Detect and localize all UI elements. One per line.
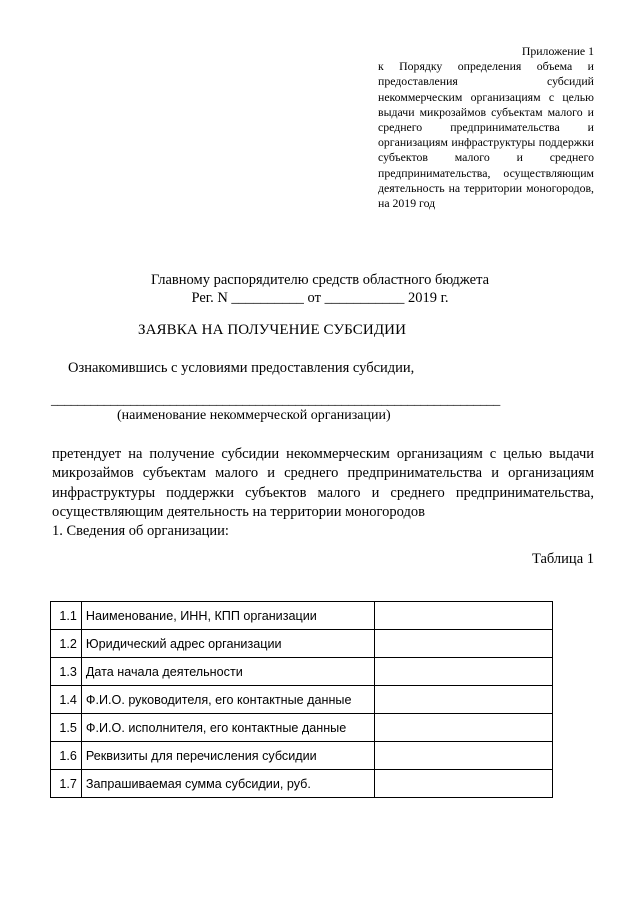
row-label: Дата начала деятельности [81, 658, 374, 686]
row-label: Наименование, ИНН, КПП организации [81, 602, 374, 630]
row-number: 1.3 [51, 658, 82, 686]
table-row [51, 714, 553, 742]
row-value-cell[interactable] [375, 602, 553, 630]
annex-block [378, 44, 594, 211]
row-value-cell[interactable] [375, 770, 553, 798]
row-number: 1.5 [51, 714, 82, 742]
intro-text: Ознакомившись с условиями предоставления субсидии, [68, 360, 415, 376]
row-label: Реквизиты для перечисления субсидии [81, 742, 374, 770]
row-value-cell[interactable] [375, 714, 553, 742]
row-number: 1.2 [51, 630, 82, 658]
row-value-cell[interactable] [375, 686, 553, 714]
table-row [51, 658, 553, 686]
row-label: Запрашиваемая сумма субсидии, руб. [81, 770, 374, 798]
row-number: 1.7 [51, 770, 82, 798]
row-label: Юридический адрес организации [81, 630, 374, 658]
row-number: 1.1 [51, 602, 82, 630]
row-value-cell[interactable] [375, 742, 553, 770]
row-value-cell[interactable] [375, 658, 553, 686]
organization-name-caption: (наименование некоммерческой организации) [117, 408, 391, 423]
table-row [51, 630, 553, 658]
recipient-line: Главному распорядителю средств областного бюджета [150, 272, 490, 288]
row-label: Ф.И.О. руководителя, его контактные данные [81, 686, 374, 714]
row-value-cell[interactable] [375, 630, 553, 658]
form-title: ЗАЯВКА НА ПОЛУЧЕНИЕ СУБСИДИИ [138, 322, 407, 338]
row-number: 1.6 [51, 742, 82, 770]
row-number: 1.4 [51, 686, 82, 714]
registration-line: Рег. N __________ от ___________ 2019 г. [191, 290, 449, 306]
annex-title: Приложение 1 [521, 44, 594, 58]
section-heading: 1. Сведения об организации: [52, 523, 229, 539]
table-row [51, 742, 553, 770]
annex-body: к Порядку определения объема и предоставления субсидий некоммерческим организациям с целью выдачи микрозаймов субъектам малого и среднего предпринимательства и организациям инфраструктуры поддержки субъектов малого и среднего предпринимательства, осуществляющим деятельность на территории моногородов, на 2019 год [378, 59, 594, 211]
organization-name-field[interactable]: ____________________________________________________________________ [51, 393, 500, 408]
table-row [51, 770, 553, 798]
organization-info-table [50, 601, 553, 798]
body-paragraph: претендует на получение субсидии некоммерческим организациям с целью выдачи микрозаймов субъектам малого и среднего предпринимательства и организациям инфраструктуры поддержки субъектов малого и среднего предпринимательства, осуществляющим деятельность на территории моногородов [52, 446, 594, 521]
table-row [51, 602, 553, 630]
table-caption: Таблица 1 [531, 551, 594, 567]
row-label: Ф.И.О. исполнителя, его контактные данные [81, 714, 374, 742]
table-row [51, 686, 553, 714]
